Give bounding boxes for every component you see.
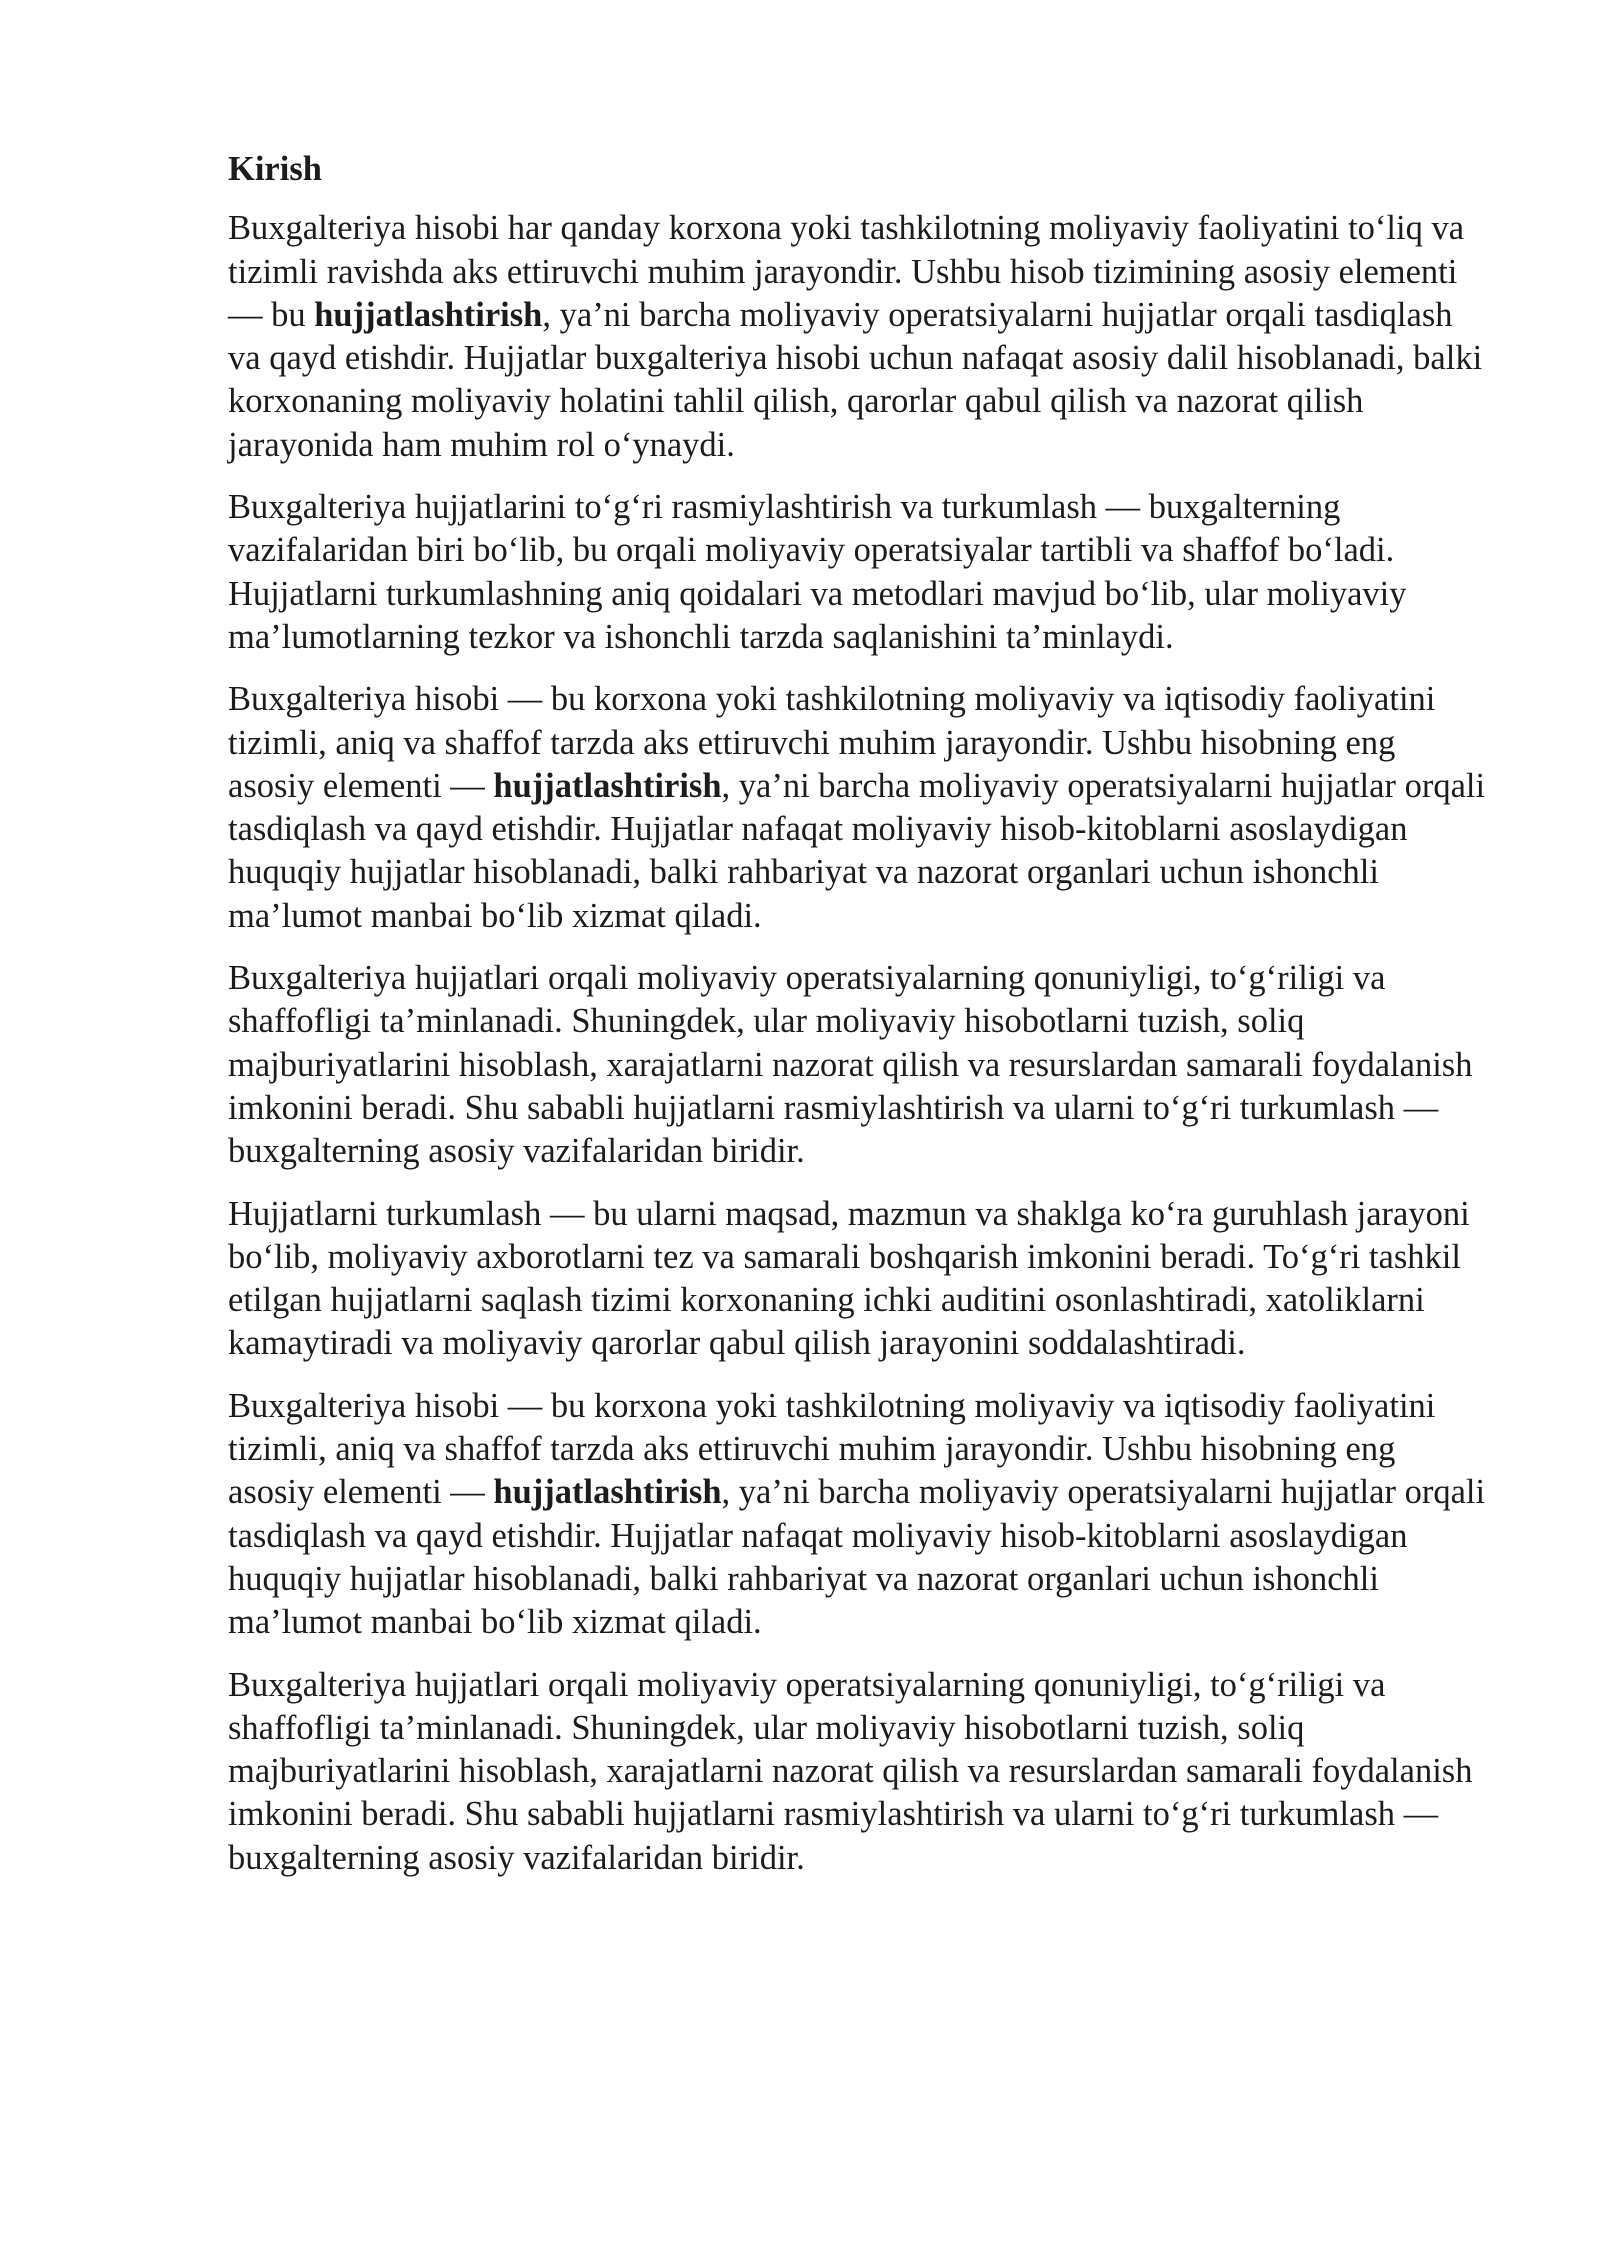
section-heading: Kirish <box>228 150 322 188</box>
paragraph-2: Buxgalteriya hujjatlarini to‘g‘ri rasmiylashtirish va turkumlash — buxgalterning vazifalaridan biri bo‘lib, bu orqali moliyaviy operatsiyalar tartibli va shaffof bo‘ladi. Hujjatlarni turkumlashning aniq qoidalari va metodlari mavjud bo‘lib, ular moliyaviy ma’lumotlarning tezkor va ishonchli tarzda saqlanishini ta’minlaydi. <box>228 488 1407 656</box>
paragraph-6-bold-term: hujjatlashtirish <box>493 1473 722 1512</box>
paragraph-6-text-start: Buxgalteriya hisobi — bu korxona yoki tashkilotning moliyaviy va iqtisodiy faoliyatini tizimli, aniq va shaffof tarzda aks ettiruvchi muhim jarayondir. Ushbu hisobning eng asosiy elementi — <box>228 1386 1436 1512</box>
paragraph-3-text-start: Buxgalteriya hisobi — bu korxona yoki tashkilotning moliyaviy va iqtisodiy faoliyatini tizimli, aniq va shaffof tarzda aks ettiruvchi muhim jarayondir. Ushbu hisobning eng asosiy elementi — <box>228 680 1436 805</box>
paragraph-3 <box>228 678 1490 938</box>
paragraph-4: Buxgalteriya hujjatlari orqali moliyaviy operatsiyalarning qonuniyligi, to‘g‘riligi va shaffofligi ta’minlanadi. Shuningdek, ular moliyaviy hisobotlarni tuzish, soliq majburiyatlarini hisoblash, xarajatlarni nazorat qilish va resurslardan samarali foydalanish imkonini beradi. Shu sababli hujjatlarni rasmiylashtirish va ularni to‘g‘ri turkumlash — buxgalterning asosiy vazifalaridan biridir. <box>228 959 1473 1171</box>
paragraph-6-text-end: , ya’ni barcha moliyaviy operatsiyalarni hujjatlar orqali tasdiqlash va qayd etishdir. Hujjatlar nafaqat moliyaviy hisob-kitoblarni asoslaydigan huquqiy hujjatlar hisoblanadi, balki rahbariyat va nazorat organlari uchun ishonchli ma’lumot manbai bo‘lib xizmat qiladi. <box>228 1473 1486 1642</box>
paragraph-7: Buxgalteriya hujjatlari orqali moliyaviy operatsiyalarning qonuniyligi, to‘g‘riligi va shaffofligi ta’minlanadi. Shuningdek, ular moliyaviy hisobotlarni tuzish, soliq majburiyatlarini hisoblash, xarajatlarni nazorat qilish va resurslardan samarali foydalanish imkonini beradi. Shu sababli hujjatlarni rasmiylashtirish va ularni to‘g‘ri turkumlash — buxgalterning asosiy vazifalaridan biridir. <box>228 1665 1473 1877</box>
paragraph-3-bold-term: hujjatlashtirish <box>493 766 722 805</box>
paragraph-3-text-end: , ya’ni barcha moliyaviy operatsiyalarni hujjatlar orqali tasdiqlash va qayd etishdir. Hujjatlar nafaqat moliyaviy hisob-kitoblarni asoslaydigan huquqiy hujjatlar hisoblanadi, balki rahbariyat va nazorat organlari uchun ishonchli ma’lumot manbai bo‘lib xizmat qiladi. <box>228 766 1486 935</box>
paragraph-1-text-end: , ya’ni barcha moliyaviy operatsiyalarni hujjatlar orqali tasdiqlash va qayd etishdir. Hujjatlar buxgalteriya hisobi uchun nafaqat asosiy dalil hisoblanadi, balki korxonaning moliyaviy holatini tahlil qilish, qarorlar qabul qilish va nazorat qilish jarayonida ham muhim rol o‘ynaydi. <box>228 295 1483 464</box>
paragraph-1-bold-term: hujjatlashtirish <box>314 295 543 334</box>
paragraph-6 <box>228 1385 1490 1645</box>
document-page <box>228 148 1490 1899</box>
paragraph-5: Hujjatlarni turkumlash — bu ularni maqsad, mazmun va shaklga ko‘ra guruhlash jarayoni bo‘lib, moliyaviy axborotlarni tez va samarali boshqarish imkonini beradi. To‘g‘ri tashkil etilgan hujjatlarni saqlash tizimi korxonaning ichki auditini osonlashtiradi, xatoliklarni kamaytiradi va moliyaviy qarorlar qabul qilish jarayonini soddalashtiradi. <box>228 1194 1470 1363</box>
paragraph-1 <box>228 207 1490 467</box>
paragraph-1-text-start: Buxgalteriya hisobi har qanday korxona yoki tashkilotning moliyaviy faoliyatini to‘liq va tizimli ravishda aks ettiruvchi muhim jarayondir. Ushbu hisob tizimining asosiy elementi — bu <box>228 209 1465 334</box>
